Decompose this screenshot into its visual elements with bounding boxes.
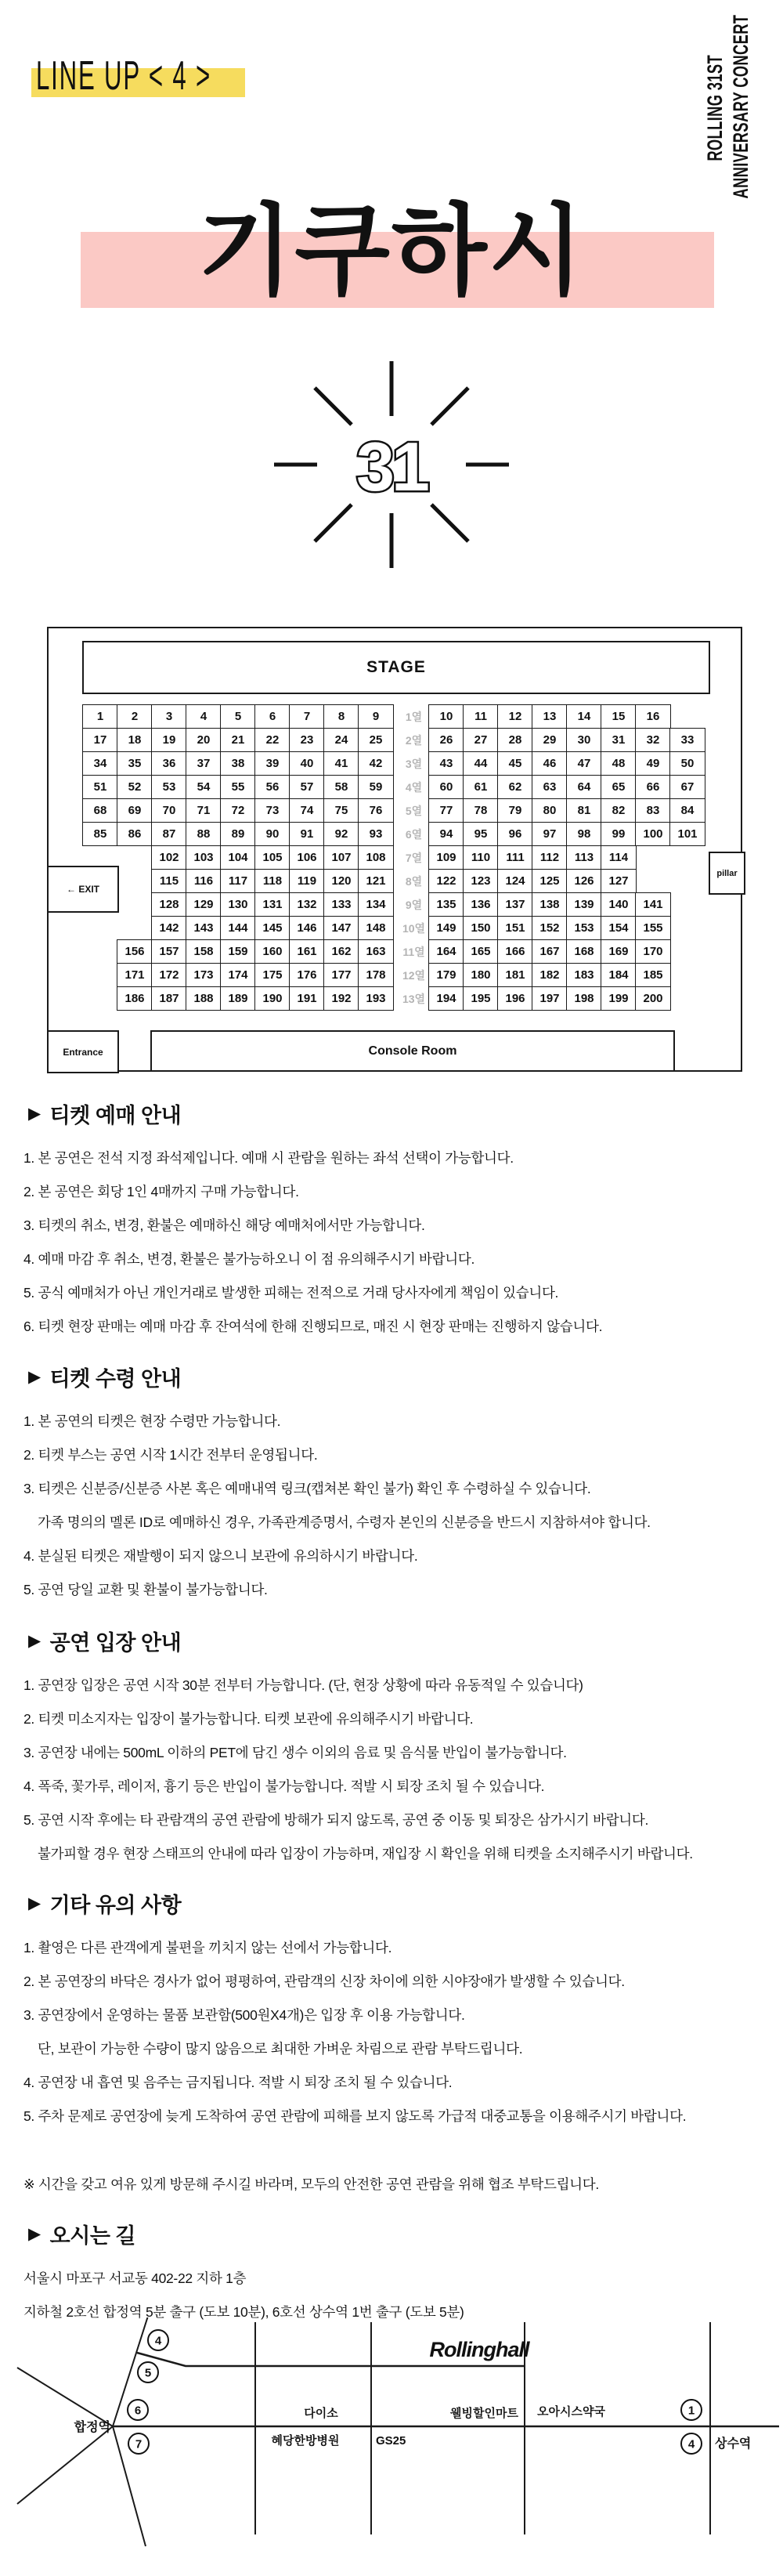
section-item: 불가피할 경우 현장 스태프의 안내에 따라 입장이 가능하며, 재입장 시 확인을 위해 티켓을 소지해주시기 바랍니다.: [38, 1846, 693, 1861]
seat-cell: 155: [635, 916, 671, 940]
seat-cell: 130: [220, 892, 256, 917]
section-item: 단, 보관이 가능한 수량이 많지 않음으로 최대한 가벼운 차림으로 관람 부탁드립니다.: [38, 2041, 523, 2057]
section-arrow-icon: ▶: [28, 1632, 41, 1650]
seat-cell: 80: [532, 798, 568, 823]
seat-cell: 177: [323, 963, 359, 987]
seat-cell: 171: [117, 963, 153, 987]
seat-cell: 24: [323, 728, 359, 752]
seat-cell: 126: [566, 869, 602, 893]
seat-cell: 190: [254, 986, 290, 1011]
section-item: 1. 본 공연은 전석 지정 좌석제입니다. 예매 시 관람을 원하는 좌석 선택이 가능합니다.: [23, 1150, 514, 1166]
seat-cell: 169: [601, 939, 637, 964]
seat-cell: 22: [254, 728, 290, 752]
logo-31-number: 31: [356, 428, 427, 505]
seat-cell: 100: [635, 822, 671, 846]
section-item: 1. 촬영은 다른 관객에게 불편을 끼치지 않는 선에서 가능합니다.: [23, 1940, 392, 1956]
seat-cell: 33: [669, 728, 705, 752]
seat-cell: 64: [566, 775, 602, 799]
seat-cell: 117: [220, 869, 256, 893]
seating-chart: [47, 627, 742, 1072]
seat-cell: 81: [566, 798, 602, 823]
seat-cell: 69: [117, 798, 153, 823]
seat-cell: 150: [463, 916, 499, 940]
svg-text:1: 1: [687, 2404, 695, 2418]
seat-cell: 89: [220, 822, 256, 846]
seat-cell: 135: [428, 892, 464, 917]
section-title-text: 오시는 길: [49, 2224, 135, 2248]
section-item: 4. 폭죽, 꽃가루, 레이저, 흉기 등은 반입이 불가능합니다. 적발 시 퇴장 조치 될 수 있습니다.: [23, 1778, 545, 1794]
seat-cell: 91: [289, 822, 325, 846]
seat-cell: 7: [289, 704, 325, 729]
exit-box: ← EXIT: [47, 866, 119, 913]
exit-circle-7: [128, 2433, 149, 2454]
section-item: 1. 공연장 입장은 공연 시작 30분 전부터 가능합니다. (단, 현장 상황에 따라 유동적일 수 있습니다): [23, 1677, 583, 1693]
venue-logo-rollinghall: Rollinghall: [429, 2338, 529, 2361]
svg-text:4: 4: [154, 2334, 162, 2348]
seat-cell: 128: [151, 892, 187, 917]
landmark-mart: 웰빙할인마트: [450, 2407, 518, 2420]
seat-cell: 52: [117, 775, 153, 799]
seat-cell: 85: [82, 822, 118, 846]
exit-circle-1: [681, 2400, 702, 2420]
seat-cell: 5: [220, 704, 256, 729]
seat-cell: 200: [635, 986, 671, 1011]
seat-cell: 62: [497, 775, 533, 799]
seat-cell: 14: [566, 704, 602, 729]
section-item: 1. 본 공연의 티켓은 현장 수령만 가능합니다.: [23, 1413, 281, 1429]
seat-cell: 116: [186, 869, 222, 893]
seat-cell: 30: [566, 728, 602, 752]
seat-cell: 31: [601, 728, 637, 752]
svg-text:6: 6: [134, 2404, 142, 2418]
section-item: 5. 공연 시작 후에는 타 관람객의 공연 관람에 방해가 되지 않도록, 공연 중 이동 및 퇴장은 삼가시기 바랍니다.: [23, 1812, 649, 1828]
seat-cell: 103: [186, 845, 222, 870]
seat-cell: 152: [532, 916, 568, 940]
seat-cell: 104: [220, 845, 256, 870]
row-label: 10열: [402, 921, 426, 935]
seat-cell: 47: [566, 751, 602, 776]
seat-cell: 106: [289, 845, 325, 870]
seat-cell: 79: [497, 798, 533, 823]
seat-cell: 66: [635, 775, 671, 799]
row-label: 7열: [405, 851, 423, 864]
seat-cell: 137: [497, 892, 533, 917]
seat-cell: 28: [497, 728, 533, 752]
seat-cell: 18: [117, 728, 153, 752]
seat-cell: 25: [358, 728, 394, 752]
seat-cell: 163: [358, 939, 394, 964]
seat-cell: 84: [669, 798, 705, 823]
seat-cell: 50: [669, 751, 705, 776]
station-hapjeong: 합정역: [74, 2421, 110, 2434]
section-item: 3. 티켓의 취소, 변경, 환불은 예매하신 해당 예매처에서만 가능합니다.: [23, 1217, 425, 1233]
seat-cell: 77: [428, 798, 464, 823]
seat-cell: 15: [601, 704, 637, 729]
seat-cell: 92: [323, 822, 359, 846]
seat-cell: 157: [151, 939, 187, 964]
seat-cell: 86: [117, 822, 153, 846]
seat-cell: 127: [601, 869, 637, 893]
seat-cell: 75: [323, 798, 359, 823]
seat-cell: 175: [254, 963, 290, 987]
seat-cell: 60: [428, 775, 464, 799]
seat-cell: 151: [497, 916, 533, 940]
seat-cell: 34: [82, 751, 118, 776]
svg-text:4: 4: [687, 2437, 695, 2451]
section-item: 2. 본 공연장의 바닥은 경사가 없어 평평하여, 관람객의 신장 차이에 의한 시야장애가 발생할 수 있습니다.: [23, 1974, 625, 1989]
section-title: [23, 2219, 763, 2249]
section-title-text: 공연 입장 안내: [49, 1631, 182, 1655]
seat-cell: 172: [151, 963, 187, 987]
section-item: 가족 명의의 멜론 ID로 예매하신 경우, 가족관계증명서, 수령자 본인의 신분증을 반드시 지참하셔야 합니다.: [38, 1514, 651, 1530]
exit-circle-4-top: [148, 2330, 168, 2350]
seat-cell: 111: [497, 845, 533, 870]
seat-cell: 21: [220, 728, 256, 752]
landmark-hospital: 혜당한방병원: [271, 2434, 340, 2448]
landmark-gs25: GS25: [376, 2434, 406, 2448]
seat-cell: 123: [463, 869, 499, 893]
seat-cell: 96: [497, 822, 533, 846]
svg-text:7: 7: [135, 2437, 143, 2451]
seat-cell: 167: [532, 939, 568, 964]
section-title-text: 기타 유의 사항: [49, 1894, 182, 1917]
seat-cell: 170: [635, 939, 671, 964]
seat-cell: 164: [428, 939, 464, 964]
seat-cell: 49: [635, 751, 671, 776]
seat-cell: 179: [428, 963, 464, 987]
seat-cell: 159: [220, 939, 256, 964]
seat-cell: 194: [428, 986, 464, 1011]
seat-cell: 178: [358, 963, 394, 987]
seat-cell: 114: [601, 845, 637, 870]
seat-cell: 196: [497, 986, 533, 1011]
seat-cell: 180: [463, 963, 499, 987]
section-arrow-icon: ▶: [28, 1368, 41, 1386]
seat-cell: 39: [254, 751, 290, 776]
seat-cell: 134: [358, 892, 394, 917]
seat-cell: 73: [254, 798, 290, 823]
section-item: 4. 분실된 티켓은 재발행이 되지 않으니 보관에 유의하시기 바랍니다.: [23, 1548, 418, 1564]
seat-cell: 51: [82, 775, 118, 799]
stage-box: STAGE: [82, 641, 710, 694]
seat-cell: 147: [323, 916, 359, 940]
seat-cell: 37: [186, 751, 222, 776]
seat-cell: 56: [254, 775, 290, 799]
seat-cell: 188: [186, 986, 222, 1011]
seat-cell: 102: [151, 845, 187, 870]
seat-cell: 125: [532, 869, 568, 893]
seat-cell: 3: [151, 704, 187, 729]
seat-cell: 108: [358, 845, 394, 870]
seat-cell: 122: [428, 869, 464, 893]
seat-cell: 174: [220, 963, 256, 987]
seat-cell: 148: [358, 916, 394, 940]
seat-cell: 162: [323, 939, 359, 964]
section-arrow-icon: ▶: [28, 2225, 41, 2243]
seat-cell: 140: [601, 892, 637, 917]
seat-cell: 55: [220, 775, 256, 799]
seat-cell: 29: [532, 728, 568, 752]
seat-cell: 67: [669, 775, 705, 799]
pillar-box: pillar: [709, 852, 745, 895]
exit-circle-4-right: [681, 2433, 702, 2454]
seat-cell: 93: [358, 822, 394, 846]
seat-cell: 139: [566, 892, 602, 917]
seat-cell: 65: [601, 775, 637, 799]
seat-cell: 59: [358, 775, 394, 799]
seat-cell: 129: [186, 892, 222, 917]
section-item: 3. 티켓은 신분증/신분증 사본 혹은 예매내역 링크(캡쳐본 확인 불가) 확인 후 수령하실 수 있습니다.: [23, 1481, 591, 1496]
seat-cell: 166: [497, 939, 533, 964]
seat-cell: 132: [289, 892, 325, 917]
seat-cell: 99: [601, 822, 637, 846]
seat-cell: 76: [358, 798, 394, 823]
seat-cell: 19: [151, 728, 187, 752]
seat-cell: 197: [532, 986, 568, 1011]
row-label: 9열: [405, 898, 423, 911]
seat-cell: 107: [323, 845, 359, 870]
seat-cell: 119: [289, 869, 325, 893]
section-item: 지하철 2호선 합정역 5분 출구 (도보 10분), 6호선 상수역 1번 출구 (도보 5분): [23, 2304, 464, 2320]
seat-cell: 82: [601, 798, 637, 823]
seat-cell: 198: [566, 986, 602, 1011]
seat-cell: 176: [289, 963, 325, 987]
seat-cell: 138: [532, 892, 568, 917]
seat-cell: 42: [358, 751, 394, 776]
section-title: [23, 1888, 763, 1919]
seat-cell: 133: [323, 892, 359, 917]
section-title-text: 티켓 예매 안내: [49, 1104, 182, 1127]
section-item: 3. 공연장 내에는 500mL 이하의 PET에 담긴 생수 이외의 음료 및 음식물 반입이 불가능합니다.: [23, 1745, 567, 1760]
section-item: 5. 공연 당일 교환 및 환불이 불가능합니다.: [23, 1582, 268, 1597]
seat-cell: 153: [566, 916, 602, 940]
section-arrow-icon: ▶: [28, 1894, 41, 1912]
seat-cell: 38: [220, 751, 256, 776]
seat-cell: 68: [82, 798, 118, 823]
row-label: 1열: [405, 710, 423, 723]
seat-cell: 192: [323, 986, 359, 1011]
seat-cell: 72: [220, 798, 256, 823]
section-item: 2. 티켓 미소지자는 입장이 불가능합니다. 티켓 보관에 유의해주시기 바랍니다.: [23, 1711, 474, 1727]
section-arrow-icon: ▶: [28, 1105, 41, 1123]
seat-cell: 182: [532, 963, 568, 987]
seat-cell: 143: [186, 916, 222, 940]
seat-cell: 156: [117, 939, 153, 964]
seat-cell: 144: [220, 916, 256, 940]
exit-circle-5: [138, 2362, 158, 2382]
seat-cell: 4: [186, 704, 222, 729]
seat-cell: 6: [254, 704, 290, 729]
venue-map: [0, 2317, 783, 2576]
seat-cell: 83: [635, 798, 671, 823]
seat-cell: 13: [532, 704, 568, 729]
seat-cell: 10: [428, 704, 464, 729]
seat-cell: 48: [601, 751, 637, 776]
seat-cell: 118: [254, 869, 290, 893]
seat-cell: 101: [669, 822, 705, 846]
section-title: [23, 1362, 763, 1392]
landmark-pharmacy: 오아시스약국: [537, 2405, 605, 2419]
seat-cell: 1: [82, 704, 118, 729]
seat-cell: 8: [323, 704, 359, 729]
artist-name: 기쿠하시: [197, 196, 586, 306]
seat-cell: 181: [497, 963, 533, 987]
section-item: 4. 예매 마감 후 취소, 변경, 환불은 불가능하오니 이 점 유의해주시기 바랍니다.: [23, 1251, 475, 1267]
seat-cell: 195: [463, 986, 499, 1011]
seat-cell: 112: [532, 845, 568, 870]
seat-cell: 44: [463, 751, 499, 776]
seat-cell: 17: [82, 728, 118, 752]
seat-cell: 184: [601, 963, 637, 987]
seat-cell: 141: [635, 892, 671, 917]
seat-cell: 185: [635, 963, 671, 987]
exit-circle-6: [128, 2400, 148, 2420]
seat-cell: 57: [289, 775, 325, 799]
section-etc: [23, 1888, 763, 2202]
seat-cell: 168: [566, 939, 602, 964]
seat-cell: 183: [566, 963, 602, 987]
section-note: ※ 시간을 갖고 여유 있게 방문해 주시길 바라며, 모두의 안전한 공연 관람을 위해 협조 부탁드립니다.: [23, 2176, 599, 2192]
seat-cell: 136: [463, 892, 499, 917]
section-reserve: [23, 1098, 763, 1344]
station-sangsu: 상수역: [715, 2437, 752, 2451]
seat-cell: 120: [323, 869, 359, 893]
row-label: 2열: [405, 733, 423, 747]
seat-cell: 23: [289, 728, 325, 752]
seat-cell: 54: [186, 775, 222, 799]
seat-cell: 61: [463, 775, 499, 799]
seat-cell: 53: [151, 775, 187, 799]
landmark-daiso: 다이소: [304, 2407, 338, 2420]
seat-cell: 154: [601, 916, 637, 940]
row-label: 4열: [405, 780, 423, 794]
row-label: 8열: [405, 874, 423, 888]
seat-cell: 12: [497, 704, 533, 729]
section-item: 6. 티켓 현장 판매는 예매 마감 후 잔여석에 한해 진행되므로, 매진 시 현장 판매는 진행하지 않습니다.: [23, 1319, 603, 1334]
seat-cell: 173: [186, 963, 222, 987]
seat-cell: 16: [635, 704, 671, 729]
seat-cell: 131: [254, 892, 290, 917]
seat-cell: 26: [428, 728, 464, 752]
section-directions: [23, 2219, 763, 2329]
section-entry: [23, 1626, 763, 1871]
entrance-box: Entrance: [47, 1030, 119, 1073]
seat-cell: 160: [254, 939, 290, 964]
seat-cell: 121: [358, 869, 394, 893]
lineup-label: LINE UP < 4 >: [36, 53, 212, 99]
row-label: 13열: [402, 992, 426, 1005]
svg-text:5: 5: [144, 2366, 152, 2380]
seat-cell: 87: [151, 822, 187, 846]
seat-cell: 78: [463, 798, 499, 823]
section-title-text: 티켓 수령 안내: [49, 1367, 182, 1391]
section-item: 5. 공식 예매처가 아닌 개인거래로 발생한 피해는 전적으로 거래 당사자에게 책임이 있습니다.: [23, 1285, 559, 1301]
seat-cell: 158: [186, 939, 222, 964]
side-title-line1: ROLLING 31ST: [703, 55, 727, 161]
seat-cell: 43: [428, 751, 464, 776]
section-item: 3. 공연장에서 운영하는 물품 보관함(500원X4개)은 입장 후 이용 가능합니다.: [23, 2007, 465, 2023]
seat-cell: 94: [428, 822, 464, 846]
seat-cell: 191: [289, 986, 325, 1011]
seat-cell: 2: [117, 704, 153, 729]
seat-cell: 46: [532, 751, 568, 776]
console-room-box: Console Room: [150, 1030, 675, 1072]
row-label: 5열: [405, 804, 423, 817]
seat-cell: 35: [117, 751, 153, 776]
seat-cell: 193: [358, 986, 394, 1011]
seat-cell: 40: [289, 751, 325, 776]
section-title: [23, 1098, 763, 1129]
map-roads: [17, 2317, 779, 2546]
seat-cell: 149: [428, 916, 464, 940]
seat-cell: 146: [289, 916, 325, 940]
seat-cell: 109: [428, 845, 464, 870]
seat-cell: 124: [497, 869, 533, 893]
seat-cell: 98: [566, 822, 602, 846]
seat-cell: 70: [151, 798, 187, 823]
row-label: 12열: [402, 968, 426, 982]
seat-cell: 41: [323, 751, 359, 776]
section-title: [23, 1626, 763, 1656]
seat-cell: 9: [358, 704, 394, 729]
row-label: 3열: [405, 757, 423, 770]
seat-cell: 165: [463, 939, 499, 964]
seat-cell: 45: [497, 751, 533, 776]
seat-cell: 145: [254, 916, 290, 940]
seat-cell: 186: [117, 986, 153, 1011]
seat-cell: 142: [151, 916, 187, 940]
anniversary-31-logo: [274, 351, 509, 586]
seat-cell: 105: [254, 845, 290, 870]
seat-cell: 74: [289, 798, 325, 823]
seat-cell: 90: [254, 822, 290, 846]
seat-cell: 113: [566, 845, 602, 870]
seat-cell: 189: [220, 986, 256, 1011]
section-item: 4. 공연장 내 흡연 및 음주는 금지됩니다. 적발 시 퇴장 조치 될 수 있습니다.: [23, 2075, 453, 2090]
seat-cell: 115: [151, 869, 187, 893]
row-label: 11열: [402, 945, 425, 958]
section-item: 5. 주차 문제로 공연장에 늦게 도착하여 공연 관람에 피해를 보지 않도록 가급적 대중교통을 이용해주시기 바랍니다.: [23, 2108, 687, 2124]
seat-cell: 95: [463, 822, 499, 846]
seat-cell: 63: [532, 775, 568, 799]
seat-cell: 199: [601, 986, 637, 1011]
seat-cell: 110: [463, 845, 499, 870]
row-label: 6열: [405, 827, 423, 841]
section-pickup: [23, 1362, 763, 1607]
seat-cell: 187: [151, 986, 187, 1011]
seat-cell: 71: [186, 798, 222, 823]
section-item: 2. 본 공연은 회당 1인 4매까지 구매 가능합니다.: [23, 1184, 299, 1199]
side-title-line2: ANNIVERSARY CONCERT: [729, 14, 752, 199]
seat-cell: 161: [289, 939, 325, 964]
seat-cell: 27: [463, 728, 499, 752]
section-item: 서울시 마포구 서교동 402-22 지하 1층: [23, 2270, 247, 2286]
seat-cell: 20: [186, 728, 222, 752]
seat-cell: 97: [532, 822, 568, 846]
seat-cell: 88: [186, 822, 222, 846]
seat-cell: 32: [635, 728, 671, 752]
seat-cell: 58: [323, 775, 359, 799]
section-item: 2. 티켓 부스는 공연 시작 1시간 전부터 운영됩니다.: [23, 1447, 318, 1463]
seat-cell: 36: [151, 751, 187, 776]
seat-cell: 11: [463, 704, 499, 729]
